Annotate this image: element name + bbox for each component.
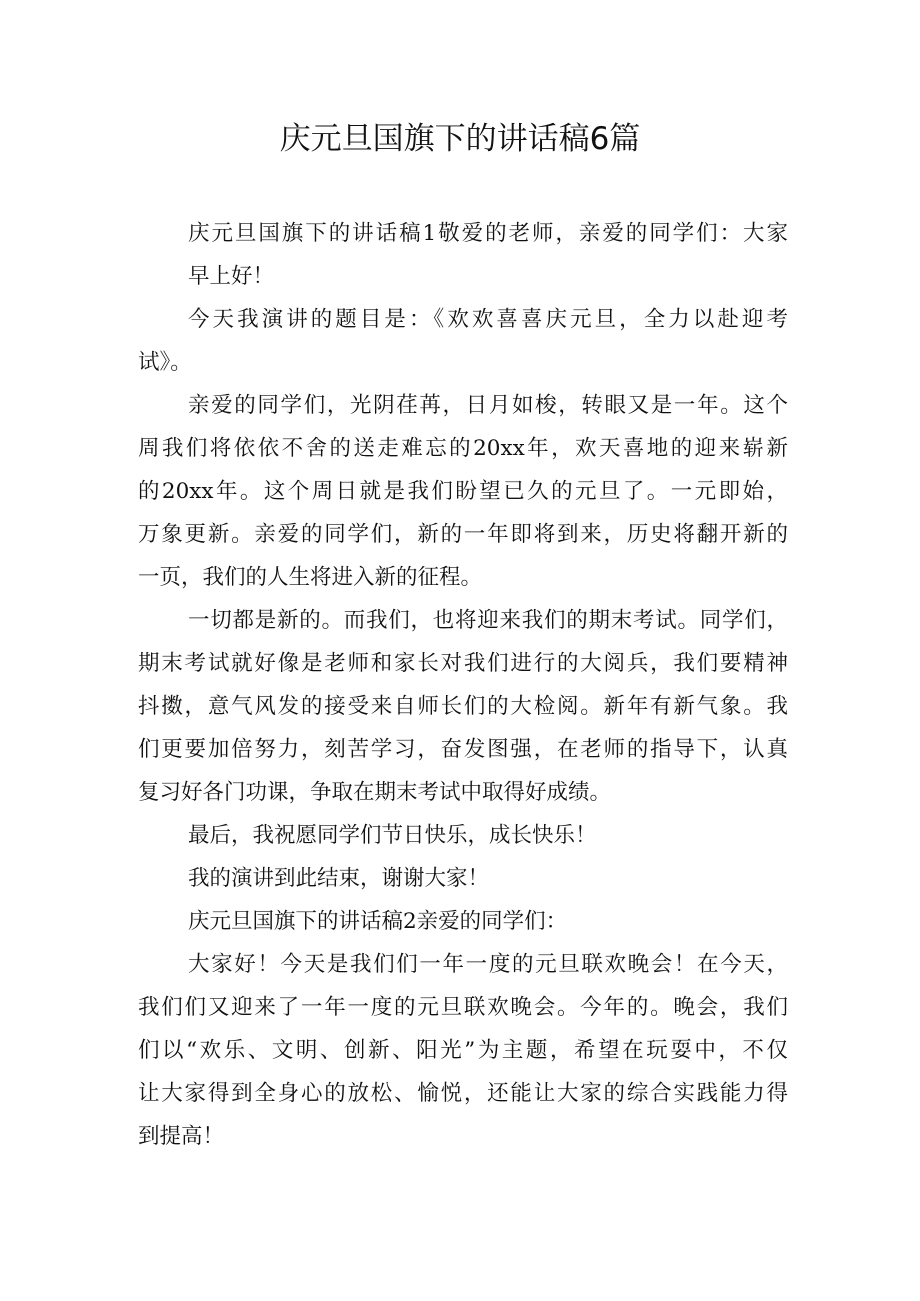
paragraph-line: 一切都是新的。而我们，也将迎来我们的期末考试。同学们，: [188, 608, 788, 633]
paragraph-line: 万象更新。亲爱的同学们，新的一年即将到来，历史将翻开新的: [138, 522, 788, 547]
paragraph-line: 大家好！今天是我们们一年一度的元旦联欢晚会！在今天，: [188, 952, 788, 977]
paragraph-line: 们以“欢乐、文明、创新、阳光”为主题，希望在玩耍中，不仅: [138, 1038, 788, 1063]
paragraph-line: 试》。: [138, 350, 192, 375]
paragraph-line: 一页，我们的人生将进入新的征程。: [138, 565, 483, 590]
paragraph-line: 复习好各门功课，争取在期末考试中取得好成绩。: [138, 780, 612, 805]
paragraph-line: 的20xx年。这个周日就是我们盼望已久的元旦了。一元即始，: [138, 479, 788, 504]
paragraph-line: 到提高！: [138, 1124, 225, 1149]
paragraph-line: 今天我演讲的题目是：《欢欢喜喜庆元旦，全力以赴迎考: [188, 307, 788, 332]
document-title: 庆元旦国旗下的讲话稿6篇: [279, 121, 641, 157]
paragraph-line: 期末考试就好像是老师和家长对我们进行的大阅兵，我们要精神: [138, 651, 788, 676]
paragraph-line: 周我们将依依不舍的送走难忘的20xx年，欢天喜地的迎来崭新: [138, 436, 788, 461]
paragraph-line: 早上好！: [188, 264, 275, 289]
paragraph-line: 庆元旦国旗下的讲话稿2亲爱的同学们：: [188, 909, 568, 934]
paragraph-line: 我们们又迎来了一年一度的元旦联欢晚会。今年的。晚会，我们: [138, 995, 788, 1020]
paragraph-line: 我的演讲到此结束，谢谢大家！: [188, 866, 490, 891]
paragraph-line: 最后，我祝愿同学们节日快乐，成长快乐！: [188, 823, 597, 848]
document-body: [138, 212, 788, 1158]
paragraph-line: 让大家得到全身心的放松、愉悦，还能让大家的综合实践能力得: [138, 1081, 788, 1106]
paragraph-line: 亲爱的同学们，光阴荏苒，日月如梭，转眼又是一年。这个: [188, 393, 788, 418]
paragraph-line: 庆元旦国旗下的讲话稿1敬爱的老师，亲爱的同学们：大家: [188, 221, 788, 246]
paragraph-line: 们更要加倍努力，刻苦学习，奋发图强，在老师的指导下，认真: [138, 737, 788, 762]
paragraph-line: 抖擞，意气风发的接受来自师长们的大检阅。新年有新气象。我: [138, 694, 788, 719]
